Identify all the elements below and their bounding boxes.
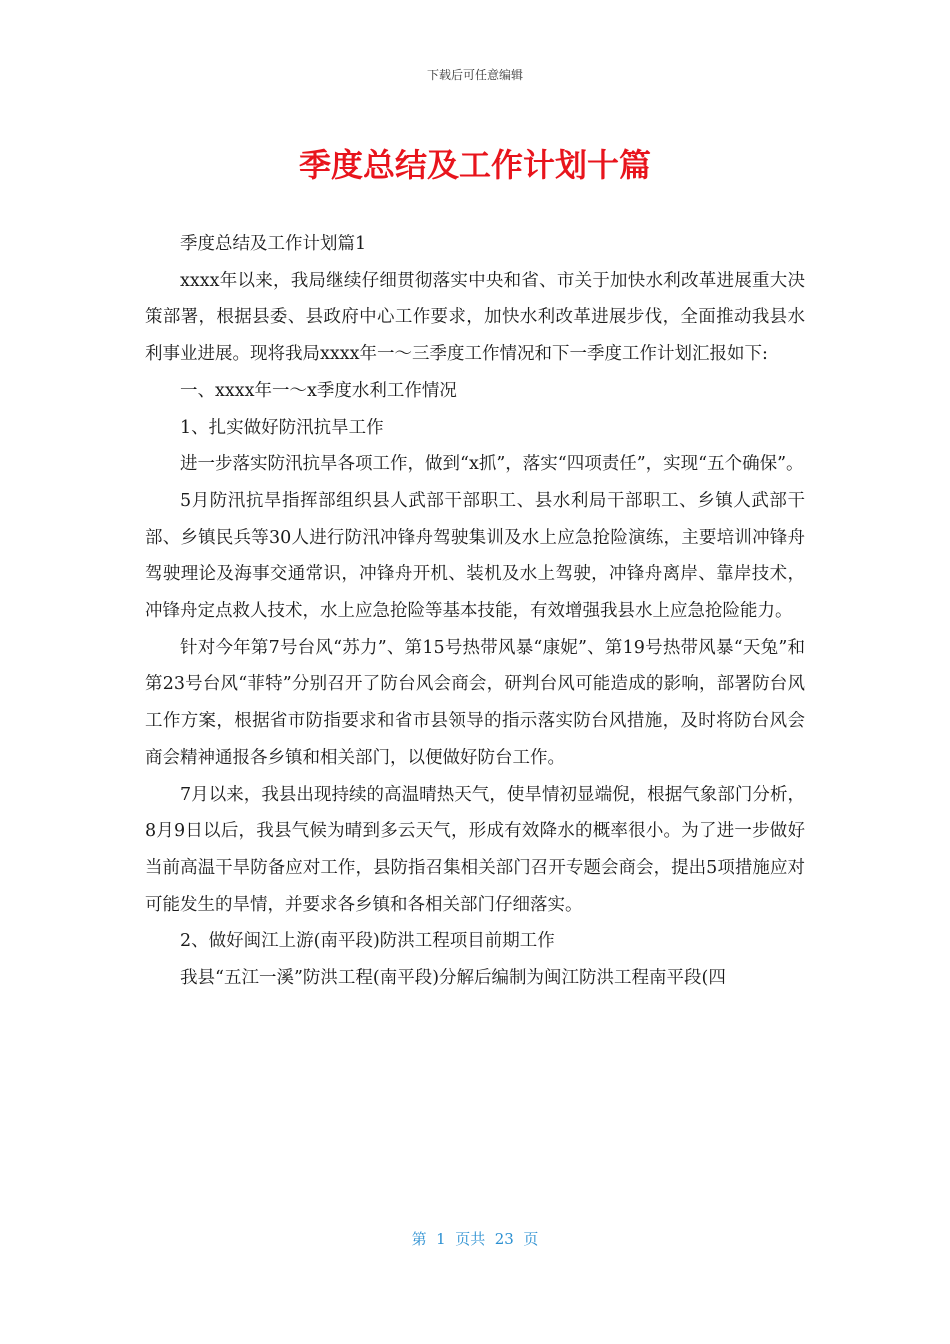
paragraph-body: 7月以来，我县出现持续的高温晴热天气，使旱情初显端倪，根据气象部门分析，8月9日以后，我县气候为晴到多云天气，形成有效降水的概率很小。为了进一步做好当前高温干旱防备应对工作，县防指召集相关部门召开专题会商会，提出5项措施应对可能发生的旱情，并要求各乡镇和各相关部门仔细落实。 bbox=[145, 784, 805, 915]
paragraph-heading-1: 一、xxxx年一～x季度水利工作情况 bbox=[180, 380, 457, 401]
document-body bbox=[145, 226, 805, 997]
paragraph-intro: xxxx年以来，我局继续仔细贯彻落实中央和省、市关于加快水利改革进展重大决策部署，根据县委、县政府中心工作要求，加快水利改革进展步伐，全面推动我县水利事业进展。现将我局xxxx年一～三季度工作情况和下一季度工作计划汇报如下: bbox=[145, 270, 805, 365]
document-title: 季度总结及工作计划十篇 bbox=[298, 146, 651, 184]
paragraph-body: 我县“五江一溪”防洪工程(南平段)分解后编制为闽江防洪工程南平段(四 bbox=[180, 968, 726, 989]
paragraph-section-heading: 季度总结及工作计划篇1 bbox=[180, 234, 367, 254]
paragraph-subheading-1: 1、扎实做好防汛抗旱工作 bbox=[180, 417, 384, 438]
page-footer: 第 1 页共 23 页 bbox=[411, 1230, 539, 1248]
paragraph-body: 5月防汛抗旱指挥部组织县人武部干部职工、县水利局干部职工、乡镇人武部干部、乡镇民兵等30人进行防汛冲锋舟驾驶集训及水上应急抢险演练，主要培训冲锋舟驾驶理论及海事交通常识，冲锋舟开机、装机及水上驾驶，冲锋舟离岸、靠岸技术，冲锋舟定点救人技术，水上应急抢险等基本技能，有效增强我县水上应急抢险能力。 bbox=[145, 490, 805, 622]
paragraph-body: 进一步落实防汛抗旱各项工作，做到“x抓”，落实“四项责任”，实现“五个确保”。 bbox=[180, 454, 804, 475]
paragraph-subheading-2: 2、做好闽江上游(南平段)防洪工程项目前期工作 bbox=[180, 931, 555, 952]
paragraph-body: 针对今年第7号台风“苏力”、第15号热带风暴“康妮”、第19号热带风暴“天兔”和第23号台风“菲特”分别召开了防台风会商会，研判台风可能造成的影响，部署防台风工作方案，根据省市防指要求和省市县领导的指示落实防台风措施，及时将防台风会商会精神通报各乡镇和相关部门，以便做好防台工作。 bbox=[145, 637, 805, 768]
header-note: 下载后可任意编辑 bbox=[426, 68, 523, 82]
